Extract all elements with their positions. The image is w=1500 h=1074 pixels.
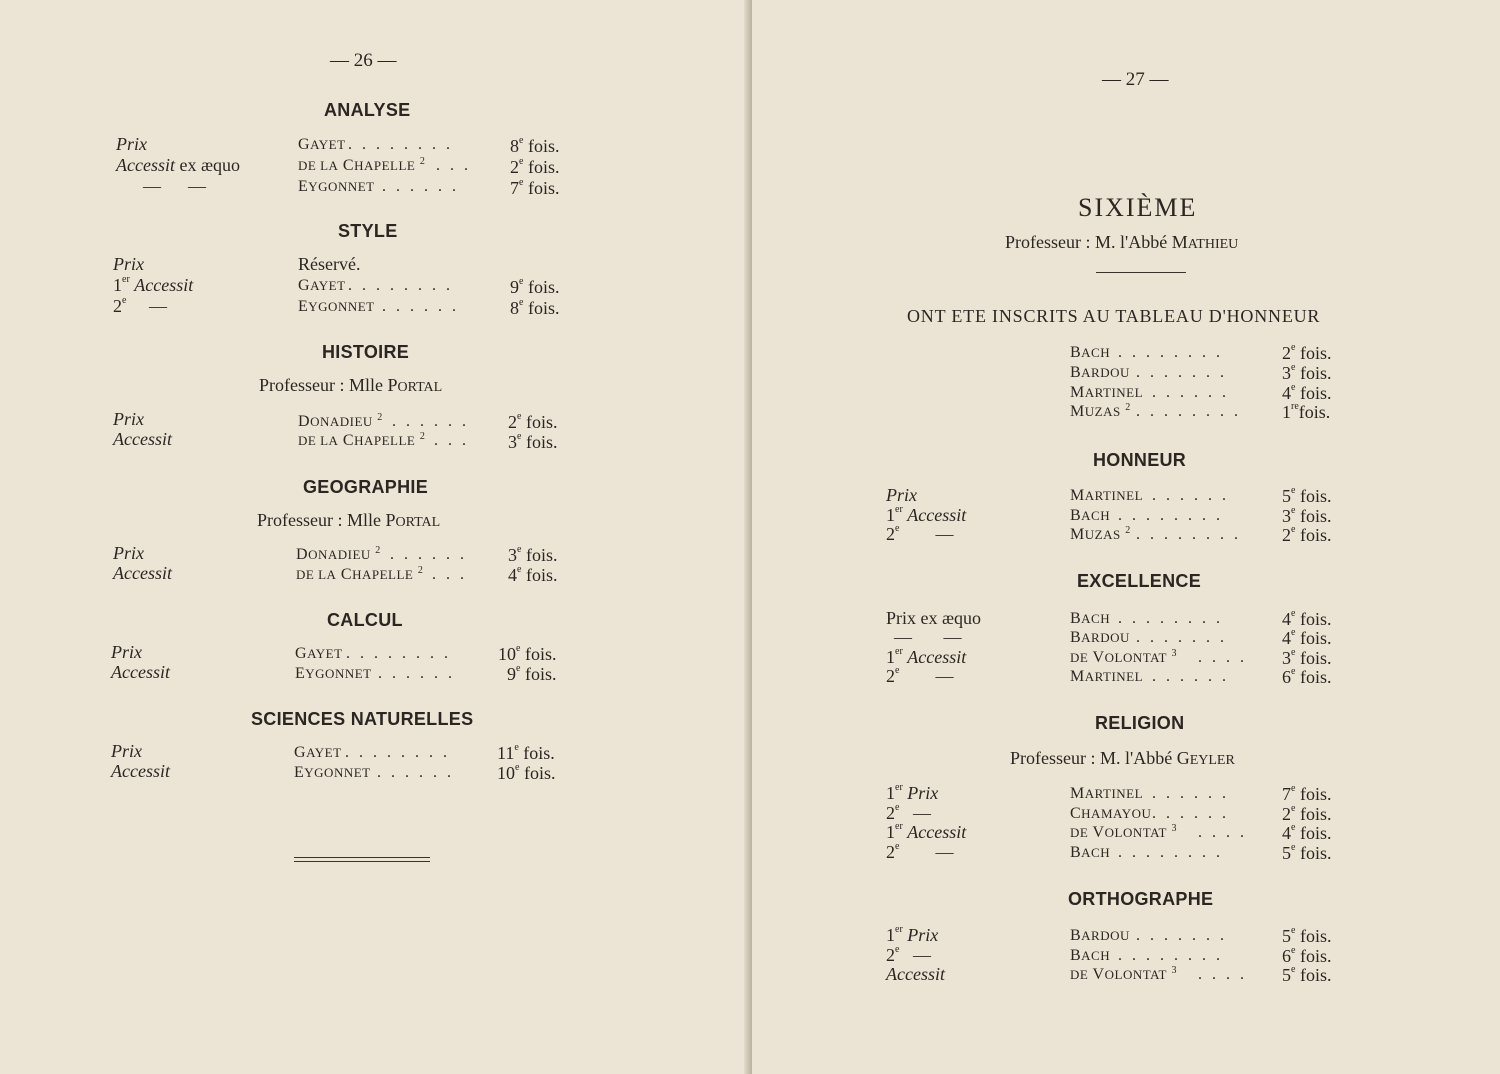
student-name: MARTINEL <box>1070 785 1144 802</box>
row-label: Accessit <box>113 429 172 449</box>
leader-dots: . . . <box>436 157 471 174</box>
row-label: Accessit ex æquo <box>116 155 240 175</box>
leader-dots: . . . . . . . <box>1136 364 1227 381</box>
leader-dots: . . . . . . <box>377 764 454 781</box>
row-label: 1er Prix <box>886 924 939 945</box>
leader-dots: . . . . . . . . <box>348 136 453 153</box>
leader-dots: . . . . . . <box>378 665 455 682</box>
leader-dots: . . . . . . <box>382 178 459 195</box>
student-name: MARTINEL <box>1070 487 1144 504</box>
divider-rule <box>1096 272 1186 273</box>
row-label: Prix <box>886 485 917 505</box>
section-heading-analyse: ANALYSE <box>324 100 411 120</box>
count: 9e fois. <box>507 663 557 684</box>
student-name: BARDOU <box>1070 629 1130 646</box>
count: 9e fois. <box>510 276 560 297</box>
section-heading-honneur: HONNEUR <box>1093 450 1187 470</box>
student-name: BACH <box>1070 844 1111 861</box>
leader-dots: . . . . . . . <box>1136 629 1227 646</box>
leader-dots: . . . . . . <box>1152 785 1229 802</box>
count: 3e fois. <box>1282 647 1332 668</box>
count: 3e fois. <box>508 431 558 452</box>
student-name: DE VOLONTAT $^3$ <box>1070 965 1178 983</box>
count: 5e fois. <box>1282 842 1332 863</box>
leader-dots: . . . . <box>1198 824 1247 841</box>
student-name: CHAMAYOU <box>1070 805 1152 822</box>
section-heading-histoire: HISTOIRE <box>322 342 410 362</box>
student-name: Réservé. <box>298 254 361 274</box>
section-heading-geographie: GEOGRAPHIE <box>303 477 429 497</box>
row-label: Accessit <box>111 662 170 682</box>
row-label: Accessit <box>111 761 170 781</box>
tableau-heading: ONT ETE INSCRITS AU TABLEAU D'HONNEUR <box>907 306 1321 326</box>
count: 10e fois. <box>498 643 557 664</box>
leader-dots: . . . . . . <box>1152 384 1229 401</box>
leader-dots: . . . . . . . . <box>346 645 451 662</box>
row-label: Prix <box>111 741 142 761</box>
leader-dots: . . . . . . <box>1152 805 1229 822</box>
count: 5e fois. <box>1282 925 1332 946</box>
leader-dots: . . . . . . . . <box>345 744 450 761</box>
page-number: — 26 — <box>330 50 397 71</box>
student-name: DONADIEU $^2$ <box>296 545 381 563</box>
professor-line: Professeur : M. l'Abbé MATHIEU <box>1005 232 1239 252</box>
count: 11e fois. <box>497 742 555 763</box>
count: 4e fois. <box>1282 382 1332 403</box>
student-name: DE VOLONTAT $^3$ <box>1070 823 1178 841</box>
leader-dots: . . . . . . <box>1152 487 1229 504</box>
student-name: GAYET <box>294 744 342 761</box>
count: 4e fois. <box>1282 627 1332 648</box>
right-page <box>752 0 1500 1074</box>
row-label: Prix <box>111 642 142 662</box>
professor-line: Professeur : Mlle PORTAL <box>257 510 441 530</box>
row-label: 2e — <box>886 944 931 965</box>
leader-dots: . . . . . . . . <box>1118 507 1223 524</box>
student-name: GAYET <box>298 277 346 294</box>
count: 2e fois. <box>1282 803 1332 824</box>
count: 3e fois. <box>1282 362 1332 383</box>
professor-line: Professeur : M. l'Abbé GEYLER <box>1010 748 1235 768</box>
student-name: MUZAS $^2$ <box>1070 525 1131 543</box>
leader-dots: . . . . . . <box>1152 668 1229 685</box>
leader-dots: . . . . . . <box>392 413 469 430</box>
leader-dots: . . . . . . . . <box>348 277 453 294</box>
student-name: DE LA CHAPELLE $^2$ <box>298 156 426 174</box>
count: 4e fois. <box>1282 822 1332 843</box>
leader-dots: . . . . . . <box>390 546 467 563</box>
row-label: — — <box>143 176 206 196</box>
row-label: 2e — <box>113 295 167 316</box>
count: 5e fois. <box>1282 485 1332 506</box>
student-name: GAYET <box>295 645 343 662</box>
student-name: MARTINEL <box>1070 384 1144 401</box>
section-heading-orthographe: ORTHOGRAPHE <box>1068 889 1214 909</box>
count: 4e fois. <box>508 564 558 585</box>
divider-rule <box>294 861 430 862</box>
row-label: Prix ex æquo <box>886 608 982 628</box>
count: 10e fois. <box>497 762 556 783</box>
count: 8e fois. <box>510 135 560 156</box>
count: 2e fois. <box>510 156 560 177</box>
student-name: DE LA CHAPELLE $^2$ <box>298 431 426 449</box>
row-label: 2e — <box>886 523 954 544</box>
page-number: — 27 — <box>1102 69 1169 90</box>
leader-dots: . . . . <box>1198 966 1247 983</box>
student-name: MUZAS $^2$ <box>1070 402 1131 420</box>
row-label: Prix <box>113 543 144 563</box>
student-name: BACH <box>1070 947 1111 964</box>
count: 1refois. <box>1282 401 1331 422</box>
count: 7e fois. <box>1282 783 1332 804</box>
leader-dots: . . . . . . . . <box>1118 947 1223 964</box>
leader-dots: . . . . . . . . <box>1118 610 1223 627</box>
row-label: Prix <box>113 254 144 274</box>
class-title: SIXIÈME <box>1078 193 1198 222</box>
leader-dots: . . . . <box>1198 649 1247 666</box>
leader-dots: . . . . . . . . <box>1136 526 1241 543</box>
row-label: 1er Accessit <box>113 274 194 295</box>
row-label: Prix <box>113 409 144 429</box>
section-heading-sciences: SCIENCES NATURELLES <box>251 709 474 729</box>
student-name: BARDOU <box>1070 927 1130 944</box>
leader-dots: . . . . . . . . <box>1118 844 1223 861</box>
row-label: Prix <box>116 134 147 154</box>
student-name: EYGONNET <box>298 178 375 195</box>
row-label: 2e — <box>886 665 954 686</box>
student-name: EYGONNET <box>294 764 371 781</box>
section-heading-calcul: CALCUL <box>327 610 403 630</box>
professor-line: Professeur : Mlle PORTAL <box>259 375 443 395</box>
row-label: Accessit <box>886 964 945 984</box>
leader-dots: . . . . . . . . <box>1118 344 1223 361</box>
leader-dots: . . . <box>432 566 467 583</box>
row-label: 1er Accessit <box>886 504 967 525</box>
student-name: DONADIEU $^2$ <box>298 412 383 430</box>
student-name: BACH <box>1070 507 1111 524</box>
row-label: — — <box>894 627 962 647</box>
student-name: DE VOLONTAT $^3$ <box>1070 648 1178 666</box>
student-name: GAYET <box>298 136 346 153</box>
section-heading-religion: RELIGION <box>1095 713 1185 733</box>
leader-dots: . . . <box>434 432 469 449</box>
count: 3e fois. <box>1282 505 1332 526</box>
student-name: BACH <box>1070 610 1111 627</box>
count: 7e fois. <box>510 177 560 198</box>
row-label: 1er Prix <box>886 782 939 803</box>
section-heading-excellence: EXCELLENCE <box>1077 571 1202 591</box>
count: 5e fois. <box>1282 964 1332 985</box>
leader-dots: . . . . . . . . <box>1136 403 1241 420</box>
student-name: BACH <box>1070 344 1111 361</box>
row-label: 2e — <box>886 841 954 862</box>
count: 2e fois. <box>1282 524 1332 545</box>
row-label: Accessit <box>113 563 172 583</box>
count: 2e fois. <box>1282 342 1332 363</box>
student-name: MARTINEL <box>1070 668 1144 685</box>
leader-dots: . . . . . . . <box>1136 927 1227 944</box>
count: 4e fois. <box>1282 608 1332 629</box>
student-name: EYGONNET <box>295 665 372 682</box>
count: 3e fois. <box>508 544 558 565</box>
student-name: EYGONNET <box>298 298 375 315</box>
count: 6e fois. <box>1282 666 1332 687</box>
leader-dots: . . . . . . <box>382 298 459 315</box>
count: 2e fois. <box>508 411 558 432</box>
section-heading-style: STYLE <box>338 221 398 241</box>
count: 8e fois. <box>510 297 560 318</box>
student-name: BARDOU <box>1070 364 1130 381</box>
row-label: 2e — <box>886 802 931 823</box>
row-label: 1er Accessit <box>886 646 967 667</box>
count: 6e fois. <box>1282 945 1332 966</box>
student-name: DE LA CHAPELLE $^2$ <box>296 565 424 583</box>
divider-rule <box>294 857 430 858</box>
row-label: 1er Accessit <box>886 821 967 842</box>
